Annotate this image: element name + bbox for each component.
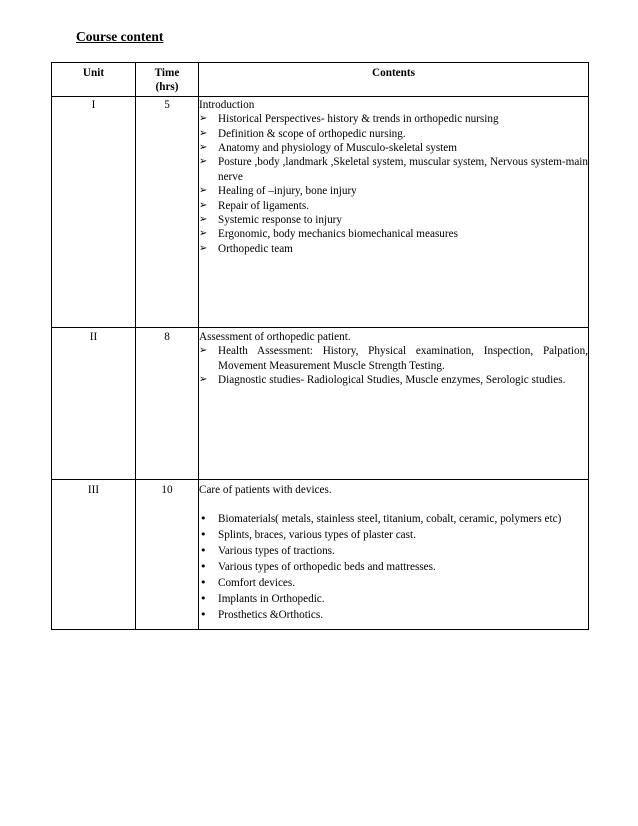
list-item-text: Repair of ligaments. [218, 199, 310, 212]
course-content-table [51, 62, 589, 630]
list-item-text: Posture ,body ,landmark ,Skeletal system, muscular system, Nervous system-main nerve [218, 156, 588, 183]
list-item [199, 608, 588, 622]
list-item-text: Definition & scope of orthopedic nursing. [218, 127, 406, 140]
list-item [199, 528, 588, 542]
list-item [199, 199, 588, 213]
list-item [199, 242, 588, 256]
arrow-bullet-icon: ➢ [199, 242, 208, 254]
dot-bullet-icon: • [200, 559, 207, 573]
unit-cell: III [52, 479, 136, 629]
list-item [199, 344, 588, 373]
list-item [199, 512, 588, 526]
arrow-bullet-icon: ➢ [199, 142, 208, 154]
list-item [199, 560, 588, 574]
list-item-text: Biomaterials( metals, stainless steel, titanium, cobalt, ceramic, polymers etc) [218, 513, 562, 526]
arrow-bullet-icon: ➢ [199, 228, 208, 240]
topic-list [199, 512, 588, 622]
dot-bullet-icon: • [200, 591, 207, 605]
table-row [52, 96, 589, 327]
arrow-bullet-icon: ➢ [199, 127, 208, 139]
table-row [52, 327, 589, 479]
arrow-bullet-icon: ➢ [199, 199, 208, 211]
list-item [199, 576, 588, 590]
list-item [199, 544, 588, 558]
unit-cell: II [52, 327, 136, 479]
page-heading: Course content [76, 29, 164, 44]
list-item [199, 112, 588, 126]
header-time-line1: Time [154, 67, 180, 79]
unit-intro: Introduction [199, 98, 255, 111]
table-header-row [52, 63, 589, 97]
table-row [52, 479, 589, 629]
header-time [136, 63, 199, 97]
list-item-text: Prosthetics &Orthotics. [218, 608, 324, 621]
header-contents: Contents [199, 63, 589, 97]
time-cell: 5 [136, 96, 199, 327]
contents-cell [199, 479, 589, 629]
list-item-text: Ergonomic, body mechanics biomechanical measures [218, 228, 458, 241]
list-item [199, 184, 588, 198]
list-item [199, 155, 588, 184]
arrow-bullet-icon: ➢ [199, 113, 208, 125]
topic-list [199, 112, 588, 256]
arrow-bullet-icon: ➢ [199, 374, 208, 386]
topic-list [199, 344, 588, 387]
list-item-text: Systemic response to injury [218, 214, 342, 227]
list-item-text: Anatomy and physiology of Musculo-skeletal system [218, 142, 457, 155]
unit-cell: I [52, 96, 136, 327]
dot-bullet-icon: • [200, 607, 207, 621]
arrow-bullet-icon: ➢ [199, 345, 208, 357]
list-item [199, 592, 588, 606]
contents-cell [199, 327, 589, 479]
list-item-text: Various types of tractions. [218, 545, 335, 558]
header-time-line2: (hrs) [155, 81, 179, 94]
list-item-text: Various types of orthopedic beds and mattresses. [218, 560, 436, 573]
dot-bullet-icon: • [200, 544, 207, 558]
header-unit: Unit [52, 63, 136, 97]
list-item [199, 141, 588, 155]
time-cell: 10 [136, 479, 199, 629]
dot-bullet-icon: • [200, 512, 207, 526]
list-item-text: Healing of –injury, bone injury [218, 185, 357, 198]
unit-intro: Assessment of orthopedic patient. [199, 330, 351, 343]
list-item [199, 127, 588, 141]
arrow-bullet-icon: ➢ [199, 185, 208, 197]
unit-intro: Care of patients with devices. [199, 483, 332, 496]
arrow-bullet-icon: ➢ [199, 214, 208, 226]
list-item [199, 213, 588, 227]
list-item-text: Historical Perspectives- history & trends in orthopedic nursing [218, 113, 499, 126]
list-item-text: Orthopedic team [218, 242, 293, 255]
arrow-bullet-icon: ➢ [199, 156, 208, 168]
list-item [199, 373, 588, 387]
list-item [199, 227, 588, 241]
time-cell: 8 [136, 327, 199, 479]
dot-bullet-icon: • [200, 575, 207, 589]
list-item-text: Comfort devices. [218, 576, 296, 589]
list-item-text: Health Assessment: History, Physical examination, Inspection, Palpation, Movement Measurement Muscle Strength Testing. [218, 345, 588, 372]
dot-bullet-icon: • [200, 528, 207, 542]
list-item-text: Diagnostic studies- Radiological Studies, Muscle enzymes, Serologic studies. [218, 374, 566, 387]
contents-cell [199, 96, 589, 327]
list-item-text: Splints, braces, various types of plaster cast. [218, 529, 416, 542]
list-item-text: Implants in Orthopedic. [218, 592, 325, 605]
